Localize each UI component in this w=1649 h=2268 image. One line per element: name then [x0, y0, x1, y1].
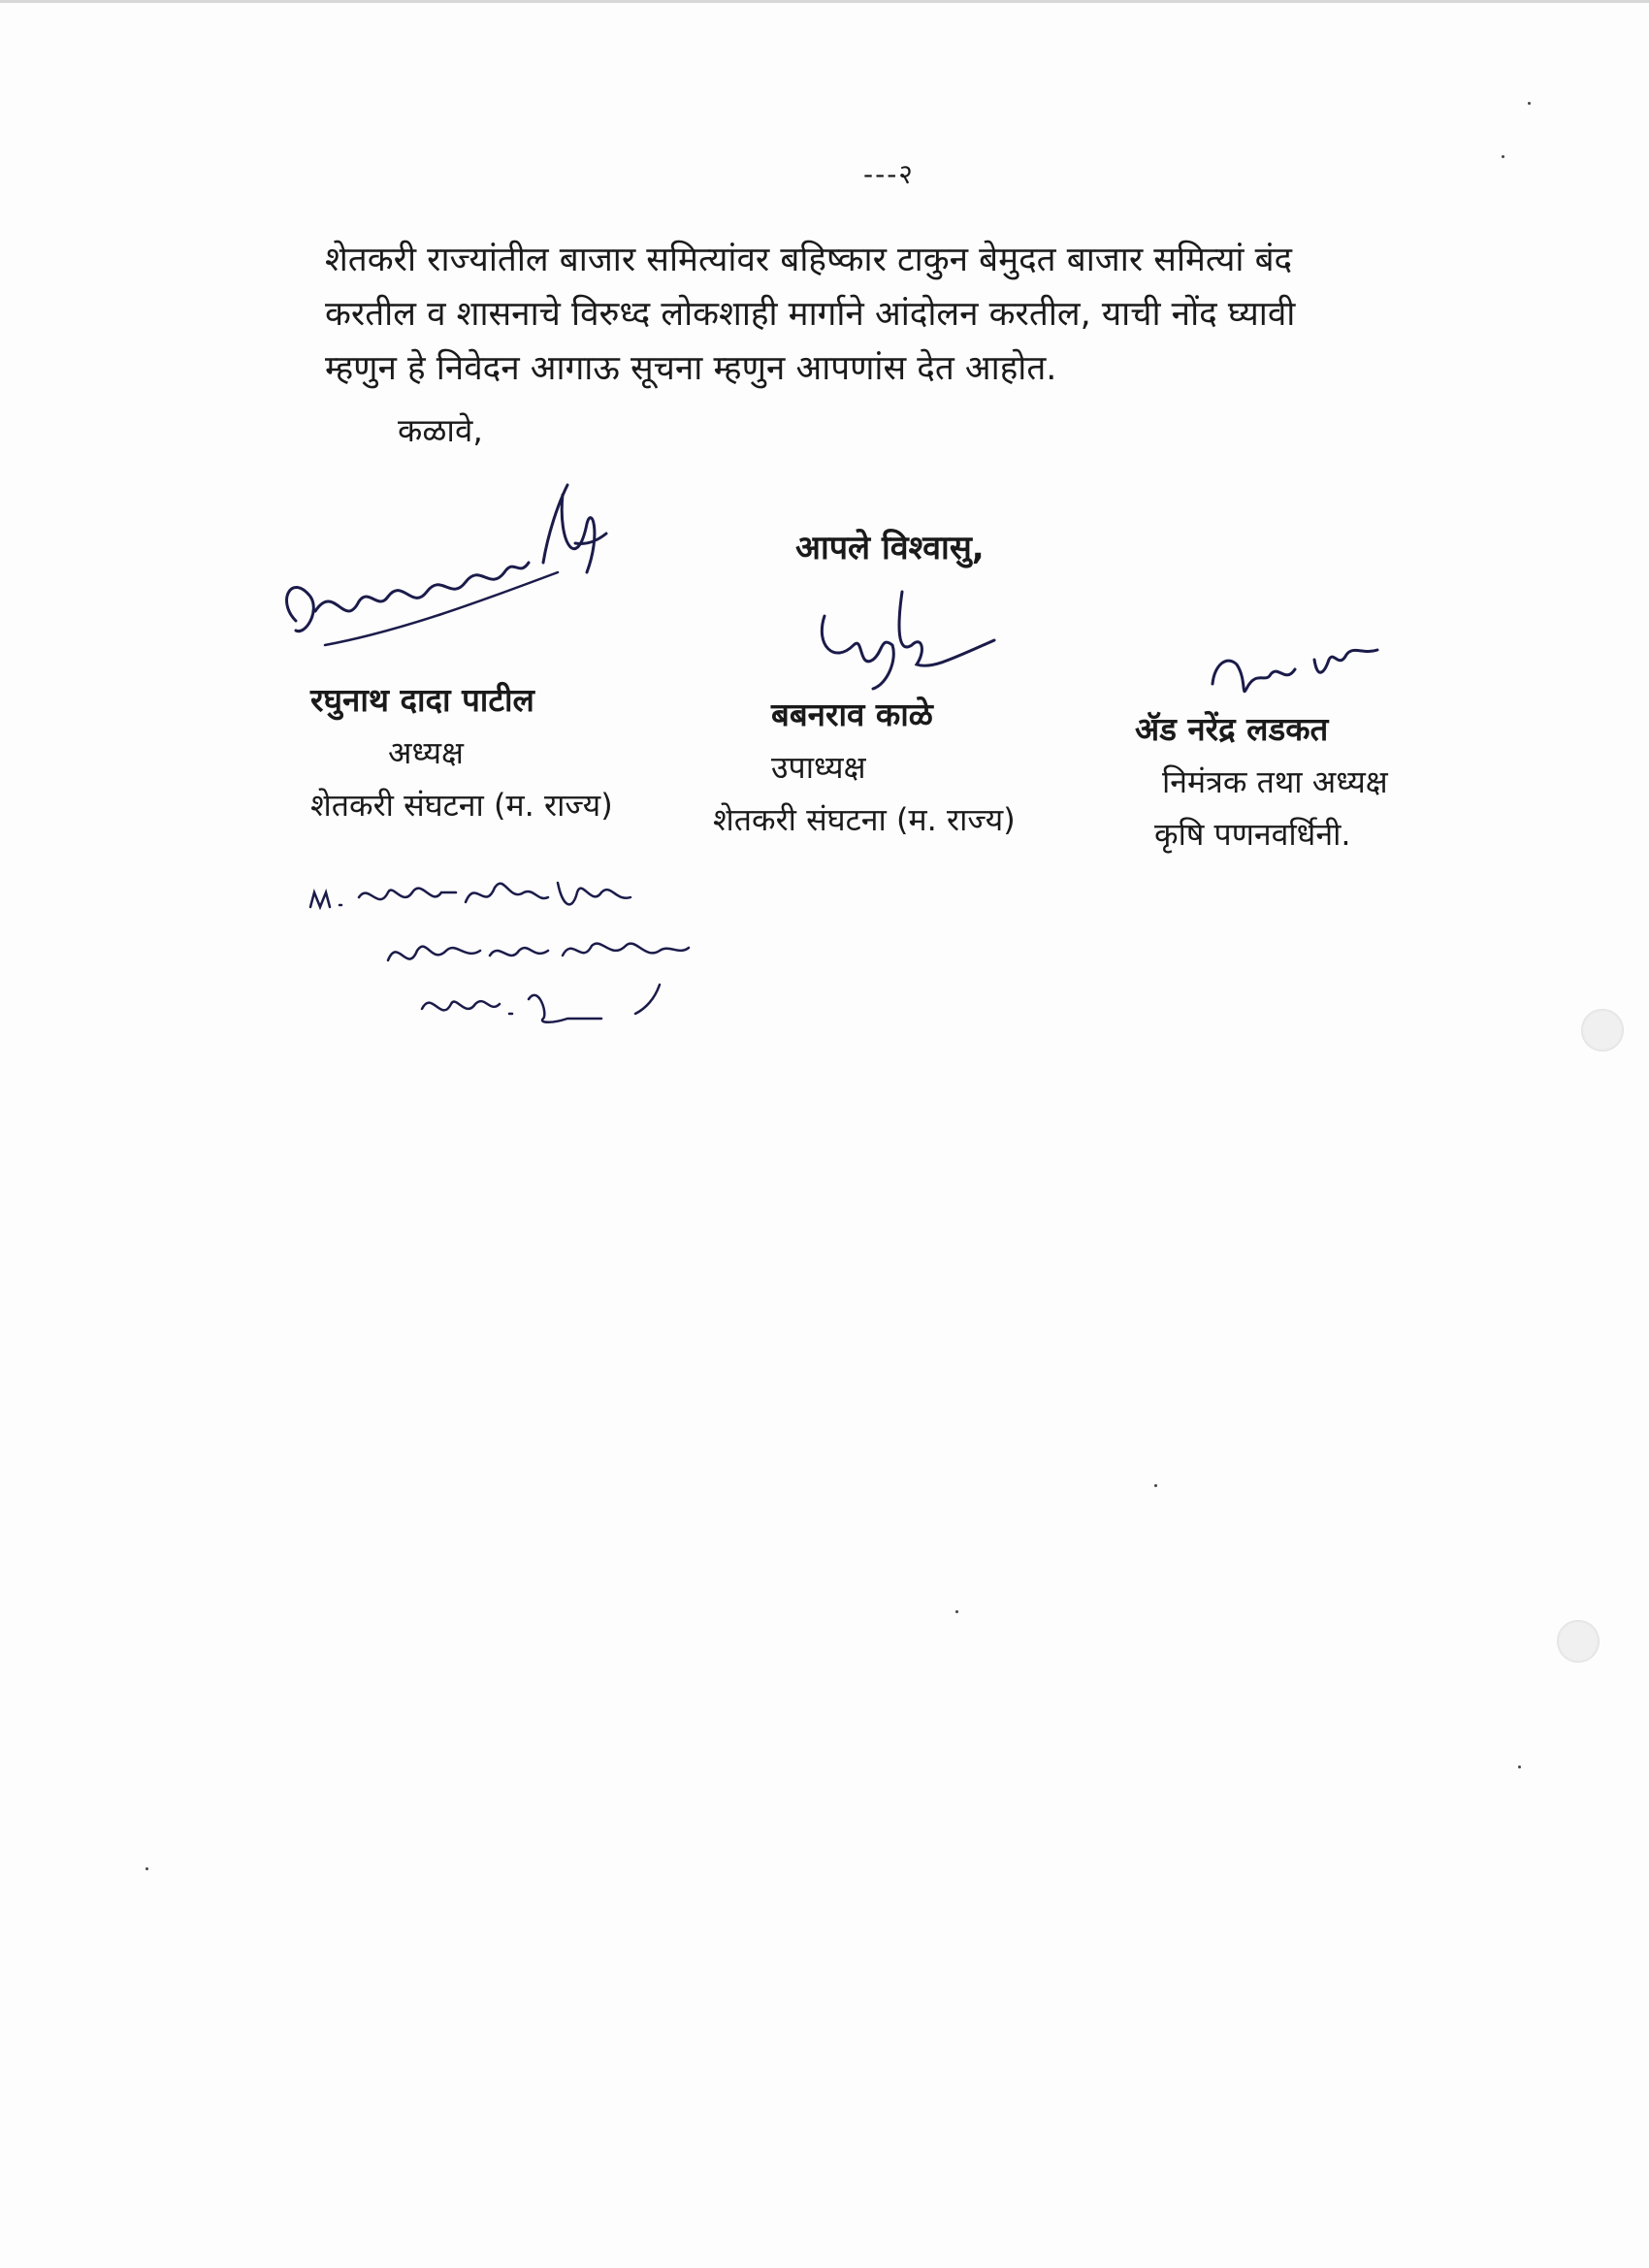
scan-speck: [1528, 102, 1531, 105]
signatory-name: बबनराव काळे: [771, 696, 933, 733]
closing-word: कळावे,: [398, 411, 483, 449]
signatory-role: निमंत्रक तथा अध्यक्ष: [1162, 763, 1388, 800]
signature-2-handwritten: [805, 577, 999, 703]
scan-top-edge: [0, 0, 1649, 3]
handwritten-address-note: [301, 868, 757, 1053]
signatory-role: अध्यक्ष: [388, 734, 464, 771]
body-paragraph: [325, 233, 1465, 396]
signatory-1: [310, 674, 613, 831]
scan-speck: [955, 1610, 958, 1613]
body-line: म्हणुन हे निवेदन आगाऊ सूचना म्हणुन आपणांस देत आहोत.: [325, 349, 1057, 388]
punch-hole: [1581, 1009, 1624, 1052]
signature-3-handwritten: [1203, 626, 1397, 713]
body-line: शेतकरी राज्यांतील बाजार समित्यांवर बहिष्कार टाकुन बेमुदत बाजार समित्यां बंद: [325, 241, 1293, 279]
signatory-role: उपाध्यक्ष: [771, 749, 866, 786]
signatory-name: ॲड नरेंद्र लडकत: [1135, 710, 1329, 748]
signature-1-handwritten: [267, 466, 616, 689]
body-line: करतील व शासनाचे विरुध्द लोकशाही मार्गाने आंदोलन करतील, याची नोंद घ्यावी: [325, 295, 1296, 334]
signatory-organization: शेतकरी संघटना (म. राज्य): [310, 787, 613, 824]
scan-speck: [146, 1867, 148, 1870]
punch-hole: [1557, 1620, 1600, 1663]
yours-faithfully: आपले विश्‍वासु,: [795, 529, 985, 567]
signatory-3: [1135, 703, 1388, 860]
scan-speck: [1154, 1484, 1157, 1487]
scan-speck: [1502, 155, 1504, 158]
signatory-name: रघुनाथ दादा पाटील: [310, 681, 534, 719]
signatory-organization: शेतकरी संघटना (म. राज्य): [713, 801, 1016, 838]
scan-speck: [1518, 1766, 1521, 1768]
signatory-organization: कृषि पणनवर्धिनी.: [1154, 816, 1351, 853]
page-number: ---२: [863, 158, 915, 190]
signatory-2: [713, 689, 1016, 846]
